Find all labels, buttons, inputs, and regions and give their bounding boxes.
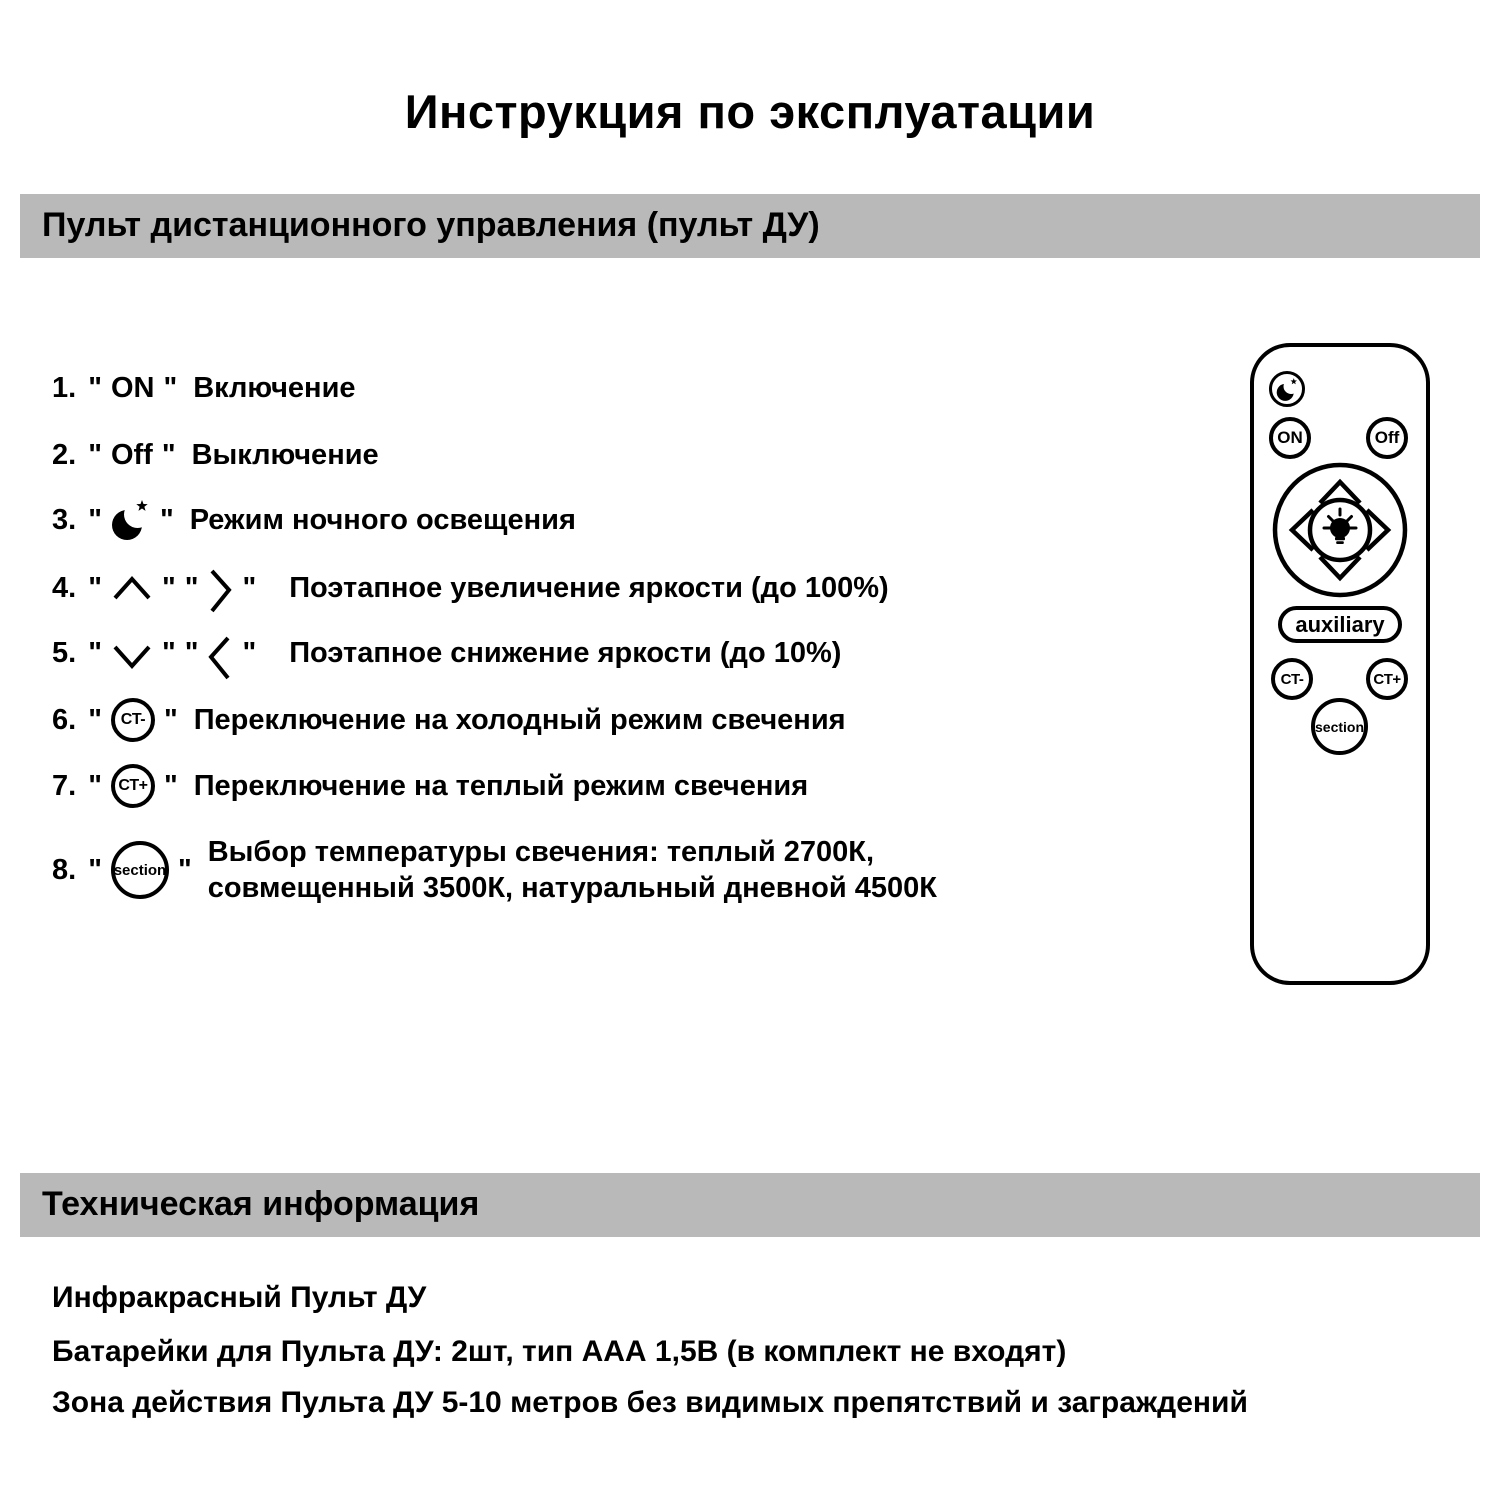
tech-info-line-1: Инфракрасный Пульт ДУ xyxy=(52,1281,427,1314)
ct-minus-icon: CT- xyxy=(111,698,155,742)
auxiliary-button: auxiliary xyxy=(1278,606,1402,643)
list-item-4 xyxy=(52,556,889,620)
item-description: Включение xyxy=(193,371,356,404)
quote-mark: " xyxy=(161,636,176,669)
item-number: 4. xyxy=(52,571,77,604)
item-description: Поэтапное снижение яркости (до 10%) xyxy=(289,636,842,669)
item-description xyxy=(208,834,937,906)
quote-mark: " xyxy=(88,853,102,886)
ct-plus-icon: CT+ xyxy=(111,764,155,808)
ct-minus-button: CT- xyxy=(1271,658,1313,700)
section-header-remote-label: Пульт дистанционного управления (пульт ДУ) xyxy=(42,206,820,244)
quote-mark: " xyxy=(88,503,102,536)
quote-mark: " xyxy=(88,703,102,736)
list-item-3 xyxy=(52,488,576,552)
item-number: 1. xyxy=(52,371,77,404)
chevron-down-icon xyxy=(111,643,153,671)
list-item-1 xyxy=(52,356,356,420)
item-description: Поэтапное увеличение яркости (до 100%) xyxy=(289,571,889,604)
page-title: Инструкция по эксплуатации xyxy=(404,85,1096,138)
remote-control-illustration xyxy=(1250,343,1430,985)
section-icon: section xyxy=(111,841,169,899)
list-item-8 xyxy=(52,838,937,902)
night-mode-button xyxy=(1269,371,1305,407)
item-number: 8. xyxy=(52,853,77,886)
button-name-off: Off xyxy=(110,438,153,471)
item-description-line2: совмещенный 3500К, натуральный дневной 4500К xyxy=(207,872,937,904)
quote-mark: " xyxy=(163,769,178,802)
item-description: Выключение xyxy=(191,438,379,471)
quote-mark: " xyxy=(88,769,102,802)
item-number: 3. xyxy=(52,503,77,536)
quote-mark: " xyxy=(163,371,178,404)
section-header-remote xyxy=(20,194,1480,258)
item-number: 2. xyxy=(52,438,77,471)
item-description: Переключение на холодный режим свечения xyxy=(193,703,846,736)
item-description-line1: Выбор температуры свечения: теплый 2700К, xyxy=(207,836,875,868)
item-description: Переключение на теплый режим свечения xyxy=(193,769,809,802)
list-item-7 xyxy=(52,754,808,818)
quote-mark: " xyxy=(88,438,102,471)
quote-mark: " xyxy=(242,636,257,669)
tech-info-line-3: Зона действия Пульта ДУ 5-10 метров без видимых препятствий и заграждений xyxy=(52,1386,1248,1419)
item-number: 5. xyxy=(52,636,77,669)
off-button: Off xyxy=(1366,417,1408,459)
button-name-on: ON xyxy=(110,371,155,404)
moon-icon xyxy=(111,498,151,542)
ct-plus-button: CT+ xyxy=(1366,658,1408,700)
quote-mark: " xyxy=(159,503,174,536)
quote-mark: " xyxy=(161,571,176,604)
item-description: Режим ночного освещения xyxy=(189,503,576,536)
item-number: 6. xyxy=(52,703,77,736)
quote-mark: " xyxy=(88,636,102,669)
quote-mark: " xyxy=(88,371,102,404)
quote-mark: " xyxy=(184,571,199,604)
quote-mark: " xyxy=(88,571,102,604)
list-item-6 xyxy=(52,688,846,752)
chevron-up-icon xyxy=(111,574,153,602)
list-item-2 xyxy=(52,423,379,487)
on-button: ON xyxy=(1269,417,1311,459)
list-item-5 xyxy=(52,621,841,685)
chevron-right-icon xyxy=(207,567,233,615)
moon-icon xyxy=(1276,377,1299,402)
quote-mark: " xyxy=(163,703,178,736)
section-button: section xyxy=(1311,698,1368,755)
tech-info-line-2: Батарейки для Пульта ДУ: 2шт, тип ААА 1,5В (в комплект не входят) xyxy=(52,1335,1067,1368)
section-header-tech xyxy=(20,1173,1480,1237)
item-number: 7. xyxy=(52,769,77,802)
quote-mark: " xyxy=(161,438,176,471)
quote-mark: " xyxy=(184,636,199,669)
chevron-left-icon xyxy=(207,634,233,682)
dpad-control xyxy=(1272,462,1408,603)
section-header-tech-label: Техническая информация xyxy=(42,1185,480,1223)
quote-mark: " xyxy=(242,571,257,604)
quote-mark: " xyxy=(177,853,192,886)
